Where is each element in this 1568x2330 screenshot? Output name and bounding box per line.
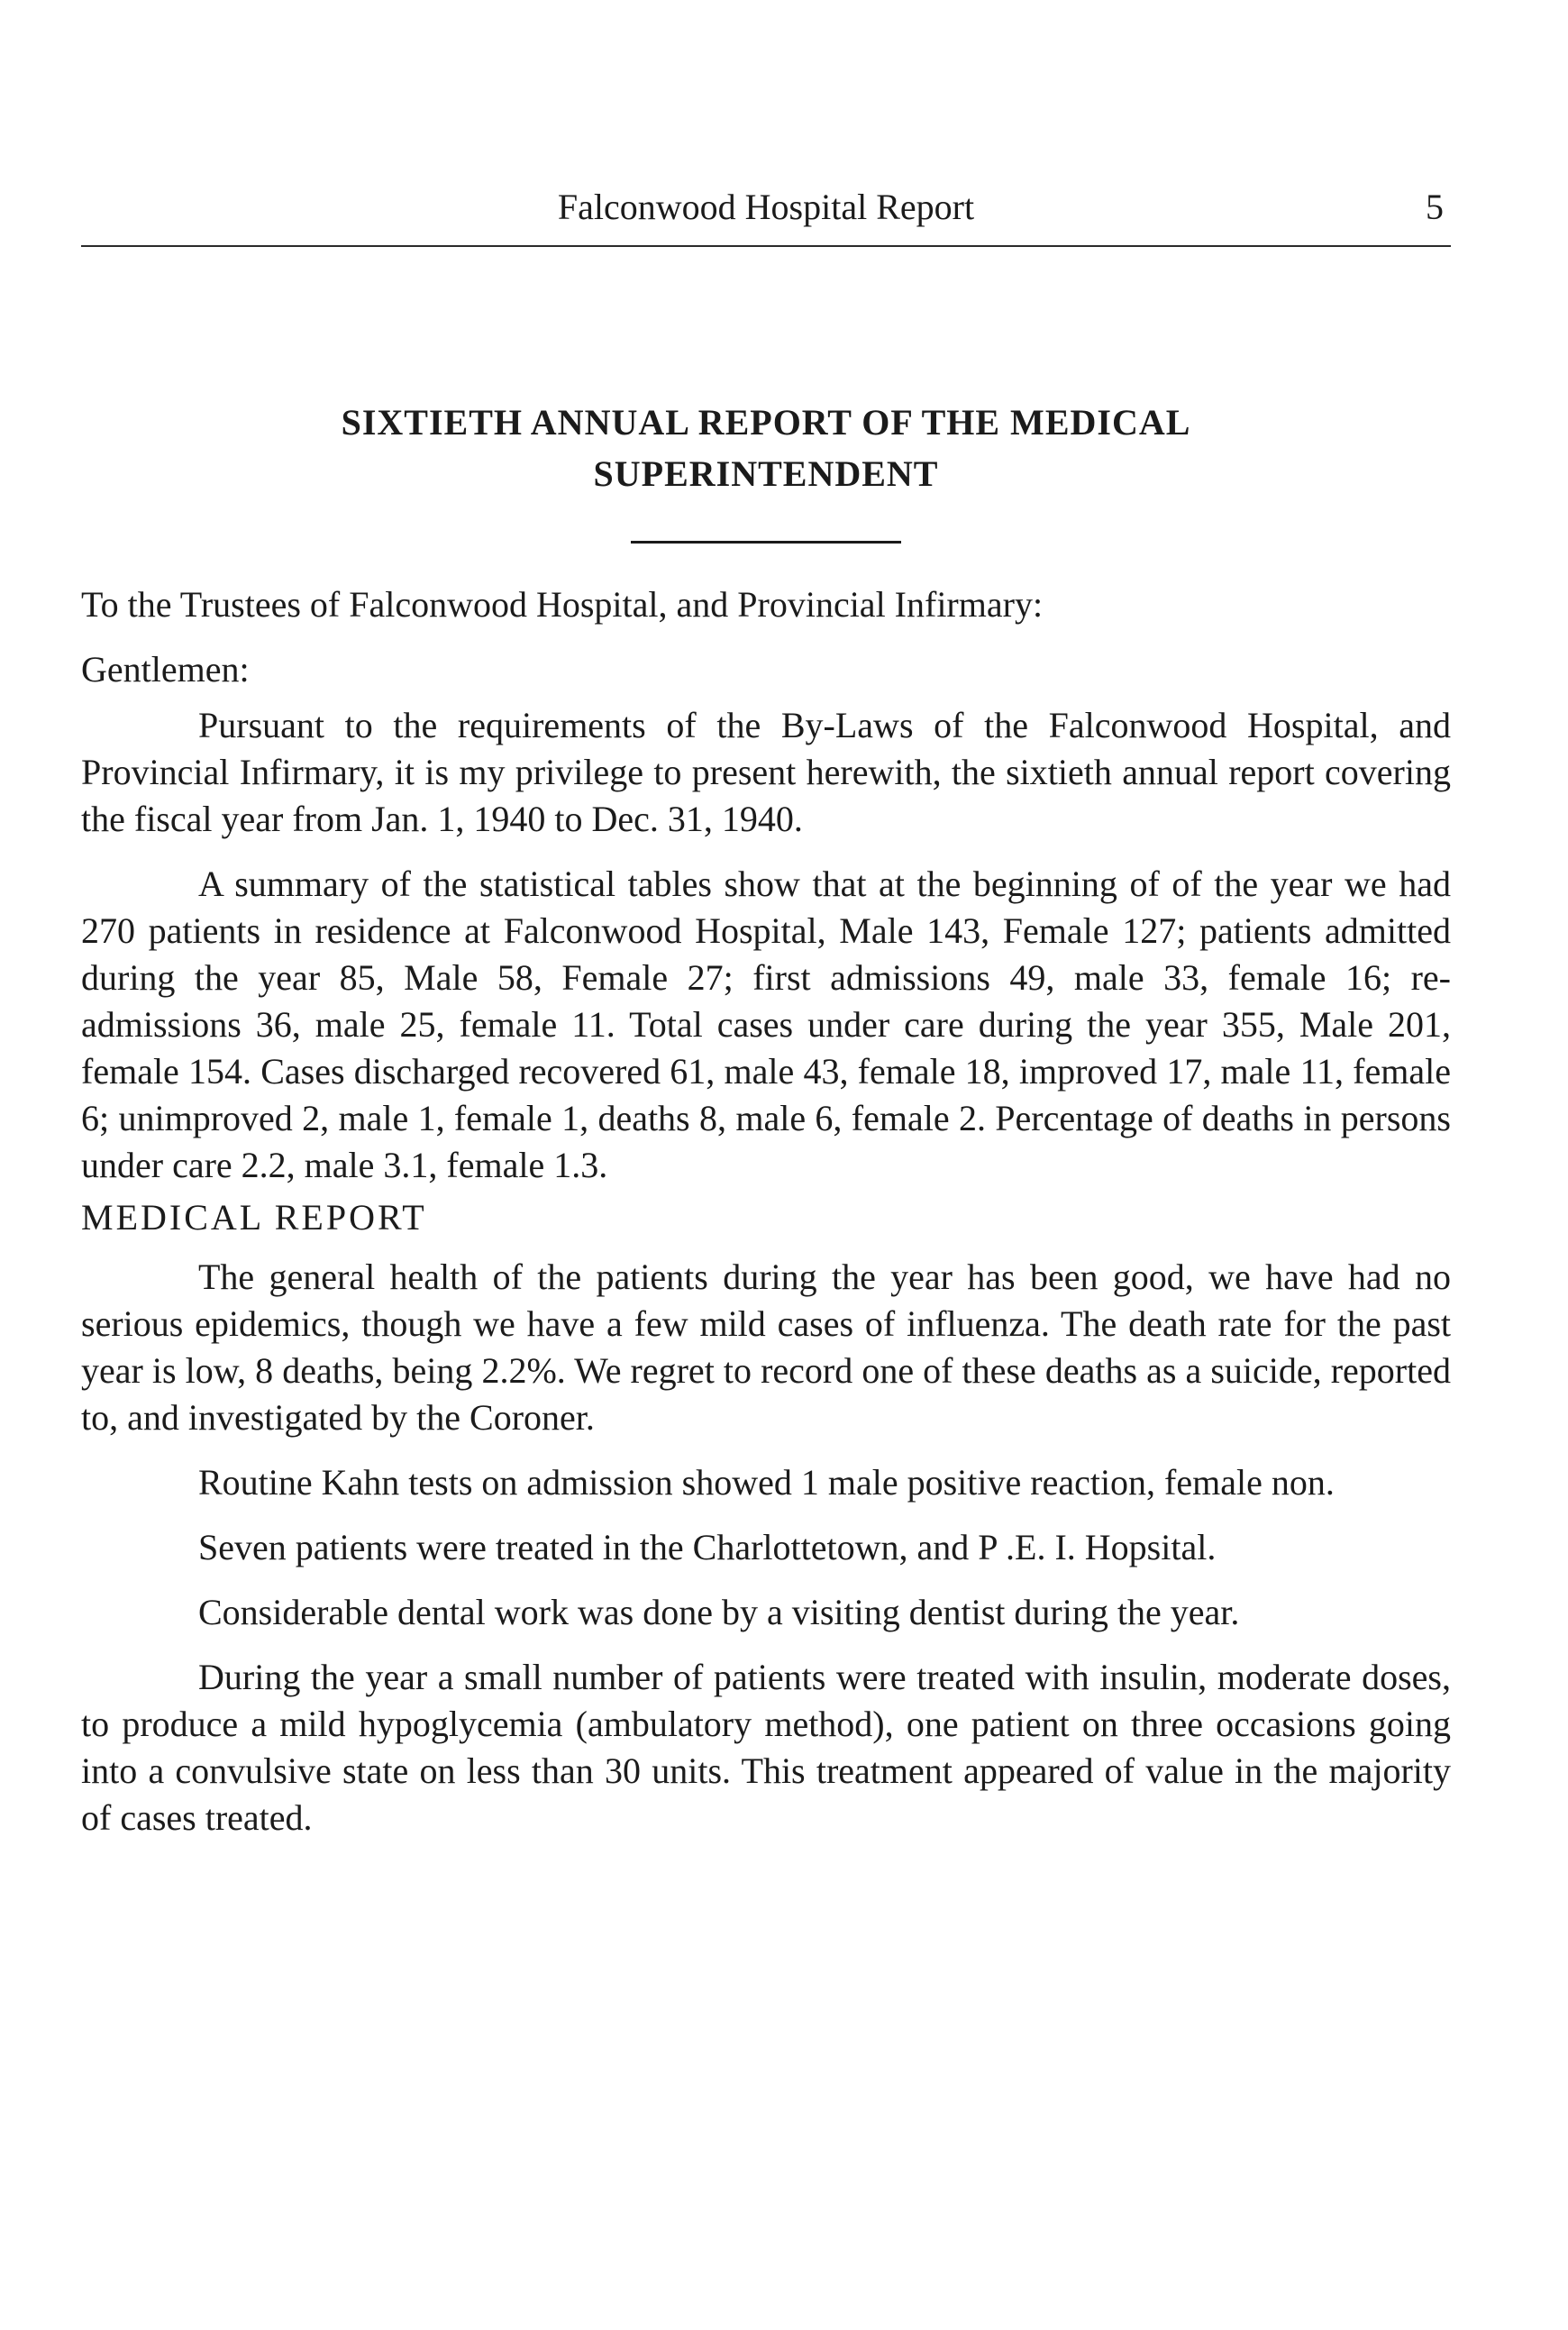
section-heading-medical-report: MEDICAL REPORT [81, 1197, 427, 1238]
paragraph-general-health: The general health of the patients during the year has been good, we have had no serious epidemics, though we have a few mild cases of influenza. The death rate for the past year is low, 8 deaths, being 2.2%. We regret to record one of these deaths as a suicide, reported to, and investigated by the Coroner. [81, 1256, 1451, 1438]
page-number: 5 [1426, 187, 1444, 227]
report-title-line-2: SUPERINTENDENT [593, 453, 939, 494]
paragraph-kahn-tests: Routine Kahn tests on admission showed 1 male positive reaction, female non. [198, 1462, 1335, 1503]
report-title-line-1: SIXTIETH ANNUAL REPORT OF THE MEDICAL [341, 402, 1191, 443]
salutation: Gentlemen: [81, 649, 250, 690]
paragraph-hospital-transfers: Seven patients were treated in the Charlottetown, and P .E. I. Hopsital. [198, 1527, 1217, 1567]
paragraph-statistics-summary: A summary of the statistical tables show that at the beginning of of the year we had 270 patients in residence at Falconwood Hospital, Male 143, Female 127; patients admitted during the year 85, Male 58, Female 27; first admissions 49, male 33, female 16; re-admissions 36, male 25, female 11. Total cases under care during the year 355, Male 201, female 154. Cases discharged recovered 61, male 43, female 18, improved 17, male 11, female 6; unimproved 2, male 1, female 1, deaths 8, male 6, female 2. Percentage of deaths in persons under care 2.2, male 3.1, female 1.3. [81, 863, 1451, 1185]
report-body [81, 581, 1451, 1841]
title-divider [631, 541, 901, 544]
address-line: To the Trustees of Falconwood Hospital, and Provincial Infirmary: [81, 584, 1044, 625]
paragraph-insulin-treatment: During the year a small number of patients were treated with insulin, moderate doses, to produce a mild hypoglycemia (ambulatory method), one patient on three occasions going into a convulsive state on less than 30 units. This treatment appeared of value in the majority of cases treated. [81, 1657, 1451, 1838]
header-rule [81, 245, 1451, 247]
running-title: Falconwood Hospital Report [557, 187, 975, 227]
paragraph-dental-work: Considerable dental work was done by a visiting dentist during the year. [198, 1592, 1240, 1632]
report-title [81, 397, 1451, 499]
paragraph-pursuant: Pursuant to the requirements of the By-Laws of the Falconwood Hospital, and Provincial Infirmary, it is my privilege to present herewith, the sixtieth annual report covering the fiscal year from Jan. 1, 1940 to Dec. 31, 1940. [81, 705, 1451, 839]
